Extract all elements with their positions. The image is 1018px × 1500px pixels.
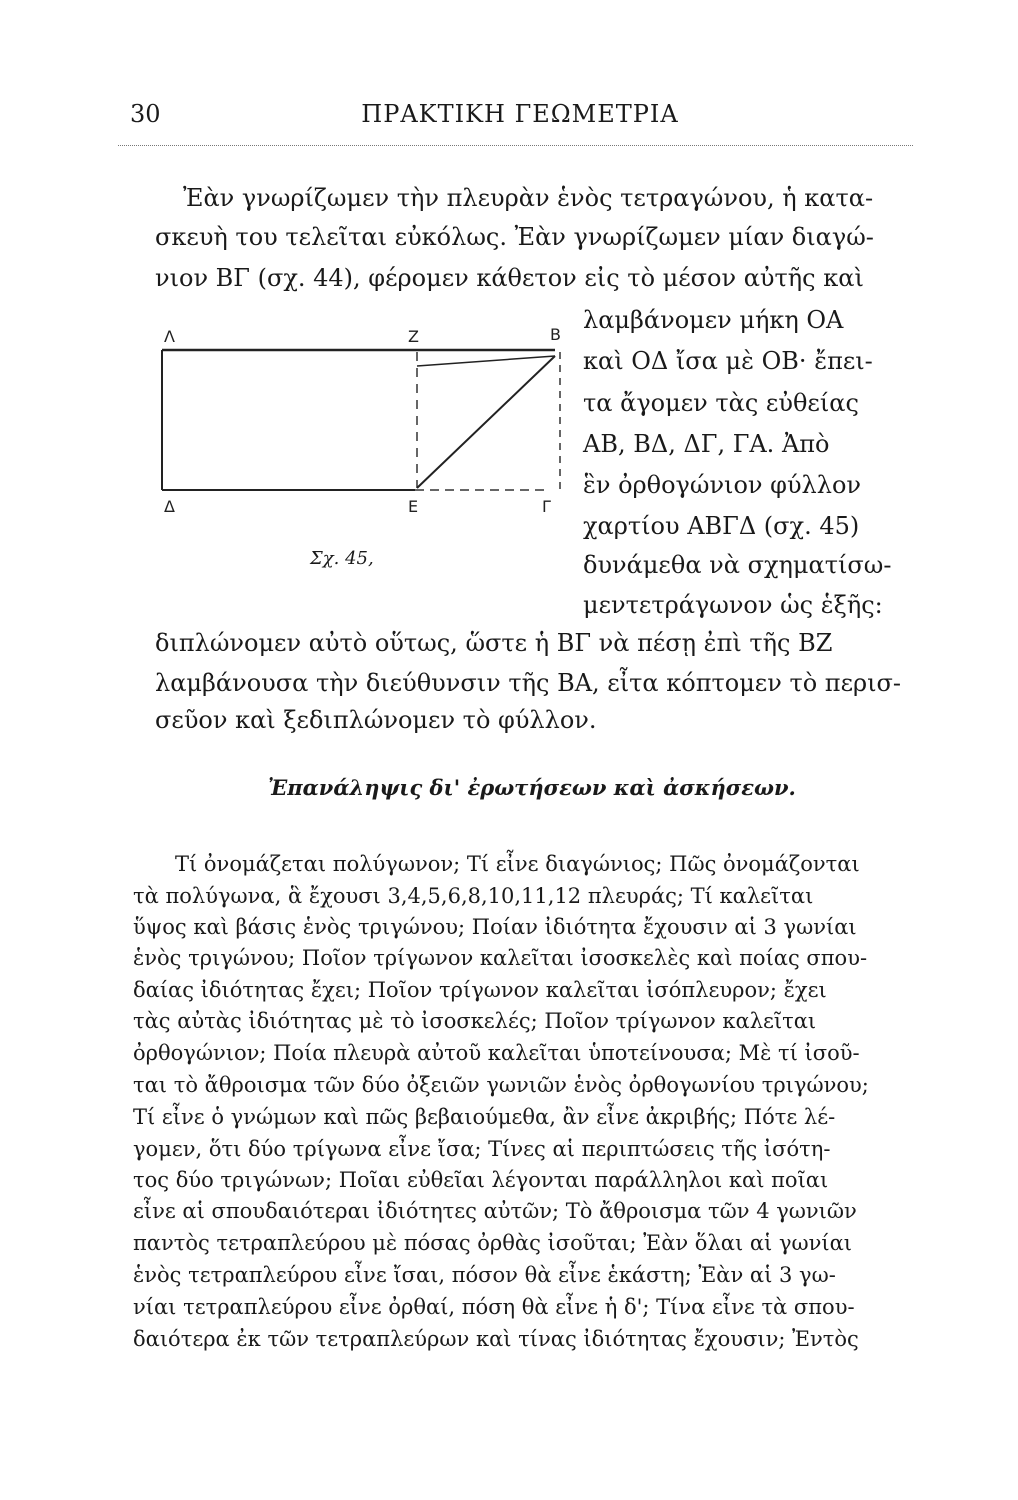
header-rule bbox=[118, 145, 913, 146]
review-line: παντὸς τετραπλεύρου μὲ πόσας ὀρθὰς ἰσοῦται; Ἐὰν ὅλαι αἱ γωνίαι bbox=[133, 1231, 853, 1255]
text-line: καὶ ΟΔ ἴσα μὲ ΟΒ· ἔπει- bbox=[583, 347, 873, 375]
review-line: ται τὸ ἄθροισμα τῶν δύο ὀξειῶν γωνιῶν ἑνὸς ὀρθογωνίου τριγώνου; bbox=[133, 1073, 869, 1097]
review-line: Τί ὀνομάζεται πολύγωνον; Τί εἶνε διαγώνιος; Πῶς ὀνομάζονται bbox=[175, 852, 860, 876]
review-line: δαίας ἰδιότητας ἔχει; Ποῖον τρίγωνον καλεῖται ἰσόπλευρον; ἔχει bbox=[133, 978, 827, 1002]
text-line: νιον ΒΓ (σχ. 44), φέρομεν κάθετον εἰς τὸ μέσον αὐτῆς καὶ bbox=[155, 264, 864, 292]
text-line: δυνάμεθα νὰ σχηματίσω- bbox=[583, 551, 892, 579]
review-line: ὕψος καὶ βάσις ἑνὸς τριγώνου; Ποίαν ἰδιότητα ἔχουσιν αἱ 3 γωνίαι bbox=[133, 915, 857, 939]
label-e: E bbox=[408, 497, 419, 516]
review-line: δαιότερα ἐκ τῶν τετραπλεύρων καὶ τίνας ἰδιότητας ἔχουσιν; Ἐντὸς bbox=[133, 1327, 859, 1351]
figure-caption: Σχ. 45, bbox=[310, 548, 374, 569]
text-line: Ἐὰν γνωρίζωμεν τὴν πλευρὰν ἑνὸς τετραγώνου, ἡ κατα- bbox=[183, 184, 874, 212]
review-line: τὰς αὐτὰς ἰδιότητας μὲ τὸ ἰσοσκελές; Ποῖον τρίγωνον καλεῖται bbox=[133, 1009, 817, 1033]
review-line: τος δύο τριγώνων; Ποῖαι εὐθεῖαι λέγονται παράλληλοι καὶ ποῖαι bbox=[133, 1168, 829, 1192]
text-line: διπλώνομεν αὐτὸ οὕτως, ὥστε ἡ ΒΓ νὰ πέσῃ ἐπὶ τῆς ΒΖ bbox=[155, 629, 833, 657]
page-header bbox=[130, 100, 910, 140]
section-heading: Ἐπανάληψις δι' ἐρωτήσεων καὶ ἀσκήσεων. bbox=[268, 775, 796, 800]
text-line: τα ἄγομεν τὰς εὐθείας bbox=[583, 389, 859, 417]
review-line: τὰ πολύγωνα, ἃ ἔχουσι 3,4,5,6,8,10,11,12 πλευράς; Τί καλεῖται bbox=[133, 884, 814, 908]
label-z: Z bbox=[408, 327, 419, 346]
text-line: ἓν ὀρθογώνιον φύλλον bbox=[583, 471, 861, 499]
review-line: ἑνὸς τετραπλεύρου εἶνε ἴσαι, πόσον θὰ εἶνε ἑκάστη; Ἐὰν αἱ 3 γω- bbox=[133, 1263, 836, 1287]
text-line: ΑΒ, ΒΔ, ΔΓ, ΓΑ. Ἀπὸ bbox=[583, 430, 830, 458]
review-line: εἶνε αἱ σπουδαιότεραι ἰδιότητες αὐτῶν; Τὸ ἄθροισμα τῶν 4 γωνιῶν bbox=[133, 1199, 857, 1223]
label-b: B bbox=[550, 325, 561, 344]
text-line: σεῦον καὶ ξεδιπλώνομεν τὸ φύλλον. bbox=[155, 706, 597, 734]
text-line: λαμβάνομεν μήκη ΟΑ bbox=[583, 306, 844, 334]
review-line: ἑνὸς τριγώνου; Ποῖον τρίγωνον καλεῖται ἰσοσκελὲς καὶ ποίας σπου- bbox=[133, 946, 868, 970]
review-line: Τί εἶνε ὁ γνώμων καὶ πῶς βεβαιούμεθα, ἂν εἶνε ἀκριβής; Πότε λέ- bbox=[133, 1105, 836, 1129]
page-number: 30 bbox=[130, 100, 161, 128]
fold-segment bbox=[417, 356, 555, 366]
text-line: χαρτίου ΑΒΓΔ (σχ. 45) bbox=[583, 512, 860, 540]
text-line: σκευὴ του τελεῖται εὐκόλως. Ἐὰν γνωρίζωμεν μίαν διαγώ- bbox=[155, 223, 874, 251]
review-line: ὀρθογώνιον; Ποία πλευρὰ αὐτοῦ καλεῖται ὑποτείνουσα; Μὲ τί ἰσοῦ- bbox=[133, 1041, 860, 1065]
label-a: Λ bbox=[164, 327, 175, 346]
label-g: Γ bbox=[542, 497, 551, 516]
running-title: ΠΡΑΚΤΙΚΗ ΓΕΩΜΕΤΡΙΑ bbox=[361, 100, 679, 128]
review-line: νίαι τετραπλεύρου εἶνε ὀρθαί, πόση θὰ εἶνε ἡ δ'; Τίνα εἶνε τὰ σπου- bbox=[133, 1295, 855, 1319]
label-d: Δ bbox=[164, 497, 175, 516]
text-line: μεντετράγωνον ὡς ἑξῆς: bbox=[583, 591, 883, 619]
text-line: λαμβάνουσα τὴν διεύθυνσιν τῆς ΒΑ, εἶτα κόπτομεν τὸ περισ- bbox=[155, 669, 902, 697]
diagonal-eb bbox=[417, 356, 555, 488]
review-line: γομεν, ὅτι δύο τρίγωνα εἶνε ἴσα; Τίνες αἱ περιπτώσεις τῆς ἰσότη- bbox=[133, 1137, 831, 1161]
